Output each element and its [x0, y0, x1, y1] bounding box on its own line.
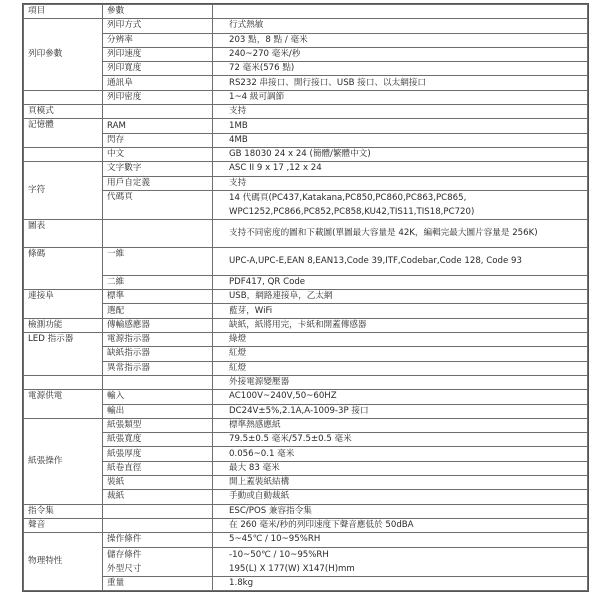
param-cell: 標準	[103, 290, 213, 304]
value-cell: 最大 83 毫米	[213, 461, 588, 475]
param-cell: 用戶自定義	[103, 176, 213, 190]
param-cell: 缺紙指示器	[103, 347, 213, 361]
table-row	[24, 176, 588, 190]
value-cell: UPC-A,UPC-E,EAN 8,EAN13,Code 39,ITF,Codebar,Code 128, Code 93	[213, 247, 588, 275]
section-detection: 檢測功能	[24, 318, 103, 332]
header-param: 參數	[103, 5, 213, 19]
value-cell: 支持	[213, 105, 588, 119]
param-cell: 紙張厚度	[103, 447, 213, 461]
value-cell: 240~270 毫米/秒	[213, 47, 588, 61]
section-command: 指令集	[24, 504, 103, 518]
param-cell	[103, 547, 213, 576]
param-line: 外型尺寸	[107, 563, 142, 574]
param-cell: 列印寬度	[103, 62, 213, 76]
value-cell: 在 260 毫米/秒的列印速度下聲音應低於 50dBA	[213, 518, 588, 532]
table-row	[24, 418, 588, 432]
value-line: -10~50℃ / 10~95%RH	[229, 549, 329, 560]
section-print: 列印參數	[24, 19, 103, 90]
section-page-mode: 頁模式	[24, 105, 103, 119]
section-paper: 紙張操作	[24, 418, 103, 504]
value-cell: 14 代碼頁(PC437,Katakana,PC850,PC860,PC863,PC865, WPC1252,PC866,PC852,PC858,KU42,TIS11,TIS18,PC720)	[213, 190, 588, 219]
value-cell: 支持	[213, 176, 588, 190]
value-cell: USB，網路連接阜，乙太網	[213, 290, 588, 304]
param-cell: 電源指示器	[103, 333, 213, 347]
param-cell: 傳輸感應器	[103, 318, 213, 332]
param-cell: 裁紙	[103, 490, 213, 504]
param-cell: 代碼頁	[103, 190, 213, 219]
table-row	[24, 119, 588, 133]
value-cell: 支持不同密度的圖和下載圖(單圖最大容量是 42K，編輯完最大圖片容量是 256K)	[213, 219, 588, 247]
table-row	[24, 518, 588, 532]
table-row	[24, 361, 588, 375]
section-empty	[24, 147, 103, 161]
section-interface: 連接阜	[24, 290, 103, 319]
table-row	[24, 533, 588, 547]
section-physical: 物理特性	[24, 533, 103, 591]
param-cell: 閃存	[103, 133, 213, 147]
param-cell	[103, 504, 213, 518]
param-cell: 分辨率	[103, 33, 213, 47]
section-barcode: 條碼	[24, 247, 103, 289]
param-cell: 操作條件	[103, 533, 213, 547]
value-cell: 缺紙，紙將用完，卡紙和開蓋傳感器	[213, 318, 588, 332]
table-row	[24, 147, 588, 161]
section-empty	[24, 90, 103, 104]
param-cell	[103, 105, 213, 119]
param-cell: 列印速度	[103, 47, 213, 61]
value-cell: ESC/POS 兼容指令集	[213, 504, 588, 518]
value-cell: 外接電源變壓器	[213, 375, 588, 389]
value-cell: 標準熱感應紙	[213, 418, 588, 432]
param-cell: 列印密度	[103, 90, 213, 104]
param-cell	[103, 375, 213, 389]
table-row	[24, 290, 588, 304]
table-row	[24, 219, 588, 247]
section-graphics: 圖表	[24, 219, 103, 247]
value-cell: 綠燈	[213, 333, 588, 347]
value-cell: 1~4 級可調節	[213, 90, 588, 104]
value-cell: RS232 串接口、開行接口、USB 接口、以太網接口	[213, 76, 588, 90]
table-row	[24, 133, 588, 147]
section-empty	[24, 375, 103, 389]
table-row	[24, 490, 588, 504]
header-value	[213, 5, 588, 19]
table-row	[24, 404, 588, 418]
value-cell: 0.056~0.1 毫米	[213, 447, 588, 461]
value-cell: 手動或自動裁紙	[213, 490, 588, 504]
table-row	[24, 190, 588, 219]
value-cell: 1MB	[213, 119, 588, 133]
section-memory: 記憶體	[24, 119, 103, 148]
value-cell: 藍芽，WiFi	[213, 304, 588, 318]
value-cell	[213, 547, 588, 576]
param-cell: 重量	[103, 576, 213, 590]
table-row	[24, 375, 588, 389]
table-row	[24, 390, 588, 404]
value-cell: 4MB	[213, 133, 588, 147]
table-row	[24, 90, 588, 104]
value-cell: 5~45℃ / 10~95%RH	[213, 533, 588, 547]
value-cell: PDF417, QR Code	[213, 275, 588, 289]
table-row	[24, 62, 588, 76]
param-cell: 紙張類型	[103, 418, 213, 432]
value-cell: 行式熱敏	[213, 19, 588, 33]
param-cell	[103, 219, 213, 247]
table-row	[24, 333, 588, 347]
param-cell: 輸出	[103, 404, 213, 418]
param-cell	[103, 518, 213, 532]
value-cell: 203 點，8 點 / 毫米	[213, 33, 588, 47]
value-cell: 開上蓋裝紙結構	[213, 476, 588, 490]
param-line: 儲存條件	[107, 549, 142, 560]
table-row	[24, 19, 588, 33]
param-cell: 文字數字	[103, 162, 213, 176]
table-row	[24, 275, 588, 289]
param-cell: 中文	[103, 147, 213, 161]
param-cell: 紙張寬度	[103, 433, 213, 447]
section-led: LED 指示器	[24, 333, 103, 376]
param-cell: 選配	[103, 304, 213, 318]
value-cell: 紅燈	[213, 361, 588, 375]
table-row	[24, 547, 588, 576]
param-cell: 裝紙	[103, 476, 213, 490]
section-power: 電源供電	[24, 390, 103, 419]
table-row	[24, 76, 588, 90]
table-row	[24, 33, 588, 47]
table-row	[24, 433, 588, 447]
header-item: 項目	[24, 5, 103, 19]
value-line: 195(L) X 177(W) X147(H)mm	[229, 563, 355, 574]
table-row	[24, 247, 588, 275]
table-row	[24, 304, 588, 318]
param-cell: 二維	[103, 275, 213, 289]
param-cell: 異常指示器	[103, 361, 213, 375]
value-cell: 79.5±0.5 毫米/57.5±0.5 毫米	[213, 433, 588, 447]
table-row	[24, 347, 588, 361]
value-cell: DC24V±5%,2.1A,A-1009-3P 接口	[213, 404, 588, 418]
param-cell: 輸入	[103, 390, 213, 404]
table-row	[24, 476, 588, 490]
section-chars: 字符	[24, 162, 103, 220]
table-row	[24, 162, 588, 176]
table-row	[24, 47, 588, 61]
value-cell: 1.8kg	[213, 576, 588, 590]
spec-table	[23, 4, 588, 591]
param-cell: 通訊阜	[103, 76, 213, 90]
param-cell: RAM	[103, 119, 213, 133]
param-cell: 列印方式	[103, 19, 213, 33]
table-row	[24, 576, 588, 590]
table-row	[24, 105, 588, 119]
param-cell: 紙卷直徑	[103, 461, 213, 475]
table-header-row	[24, 5, 588, 19]
table-row	[24, 461, 588, 475]
param-cell: 一維	[103, 247, 213, 275]
table-row	[24, 318, 588, 332]
value-cell: 72 毫米(576 點)	[213, 62, 588, 76]
table-row	[24, 504, 588, 518]
value-cell: ASC II 9 x 17 ,12 x 24	[213, 162, 588, 176]
table-row	[24, 447, 588, 461]
value-cell: 紅燈	[213, 347, 588, 361]
value-cell: AC100V~240V,50~60HZ	[213, 390, 588, 404]
value-cell: GB 18030 24 x 24 (簡體/繁體中文)	[213, 147, 588, 161]
section-sound: 聲音	[24, 518, 103, 532]
